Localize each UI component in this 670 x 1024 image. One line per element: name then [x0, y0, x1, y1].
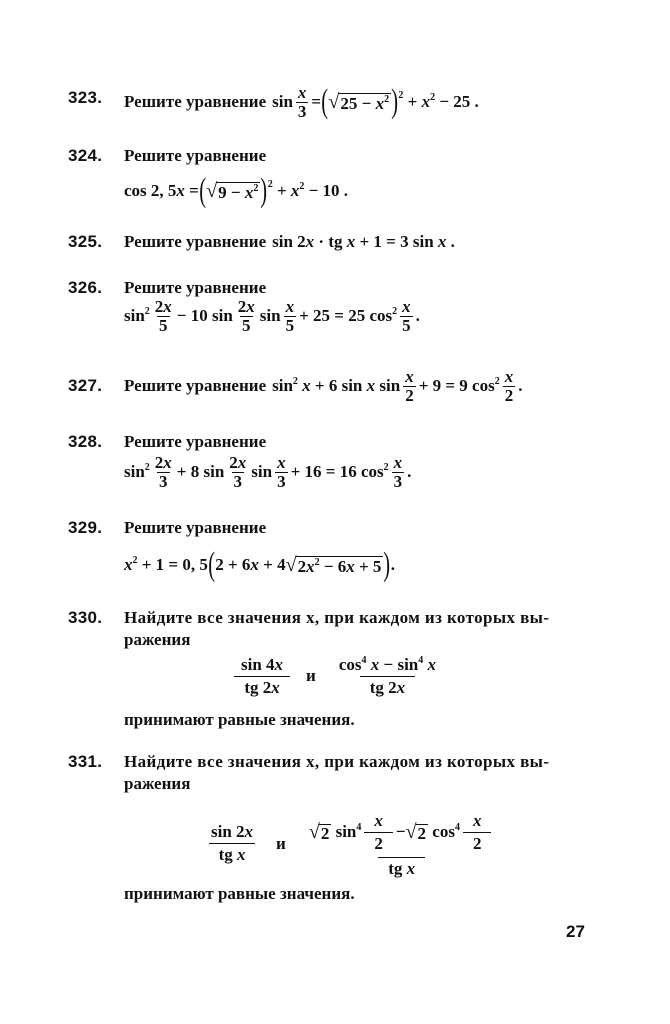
instruction-text: Решите уравнение: [124, 278, 267, 297]
instruction-line-2: ражения: [124, 630, 191, 649]
instruction-line-1: Найдите все значения x, при каждом из которых вы-: [124, 752, 550, 771]
instruction-tail: принимают равные значения.: [124, 884, 355, 903]
equation-328: $\sin^2$ $\frac{2x}{3}$ + 8 sin $\frac{2x}{3}$ sin $\frac{x}{3}$ + 16 = 16 $\cos^2$ $\frac{x}{3}$ .: [124, 453, 412, 491]
page-number: 27: [566, 922, 585, 941]
problem-number: 323.: [68, 88, 103, 107]
instruction-line-2: ражения: [124, 774, 191, 793]
equation-323: Решите уравнение sin $\frac{x}{3}$ = ( √ $25 - x^2$ ) 2 + $x^2 - 25$ .: [124, 83, 479, 121]
instruction-text: Решите уравнение: [124, 432, 267, 451]
problem-number: 327.: [68, 376, 103, 395]
problem-number: 328.: [68, 432, 103, 451]
instruction-text: Решите уравнение: [124, 376, 267, 396]
instruction-text: Решите уравнение: [124, 518, 267, 537]
equation-326: $\sin^2$ $\frac{2x}{5}$ − 10 sin $\frac{2x}{5}$ sin $\frac{x}{5}$ + 25 = 25 $\cos^2$ $\frac{x}{5}$ .: [124, 297, 420, 335]
problem-number: 325.: [68, 232, 103, 251]
instruction-line-1: Найдите все значения x, при каждом из которых вы-: [124, 608, 550, 627]
conjunction-and: и: [306, 666, 316, 686]
fraction: $\frac{x}{3}$: [297, 83, 307, 121]
instruction-tail: принимают равные значения.: [124, 710, 355, 729]
equation-327: Решите уравнение $\sin^2 x + 6$ sin x sin $\frac{x}{2}$ + 9 = 9 $\cos^2$ $\frac{x}{2}$ .: [124, 367, 523, 405]
conjunction-and: и: [276, 833, 286, 853]
problem-number: 326.: [68, 278, 103, 297]
equation-324: cos 2, 5x = ( √ $9 - x^2$ ) 2 + $x^2 - 10$ .: [124, 172, 349, 209]
expressions-330: $\frac{\sin 4x}{tg 2x}$ и $\frac{\cos^4 x - \sin^4 x}{tg 2x}$: [228, 654, 449, 699]
problem-number: 331.: [68, 752, 103, 771]
instruction-text: Решите уравнение: [124, 232, 267, 251]
instruction-text: Решите уравнение: [124, 92, 267, 112]
expressions-331: $\frac{\sin 2x}{\text{tg x}}$ и √ 2 $\sin^4$ $\frac{x}{2}$ − √ 2 $\cos^4$ $\frac{x}{2}$ tg x: [198, 808, 507, 880]
problem-number: 324.: [68, 146, 103, 165]
problem-number: 330.: [68, 608, 103, 627]
problem-number: 329.: [68, 518, 103, 537]
equation-325: Решите уравнение sin 2x · tg x + 1 = 3 sin x .: [124, 232, 455, 251]
instruction-text: Решите уравнение: [124, 146, 267, 165]
equation-329: $x^2 + 1 = 0$, 5 ( 2 + 6x + 4 √ $2x^2 - 6x + 5$ ) .: [124, 546, 396, 583]
